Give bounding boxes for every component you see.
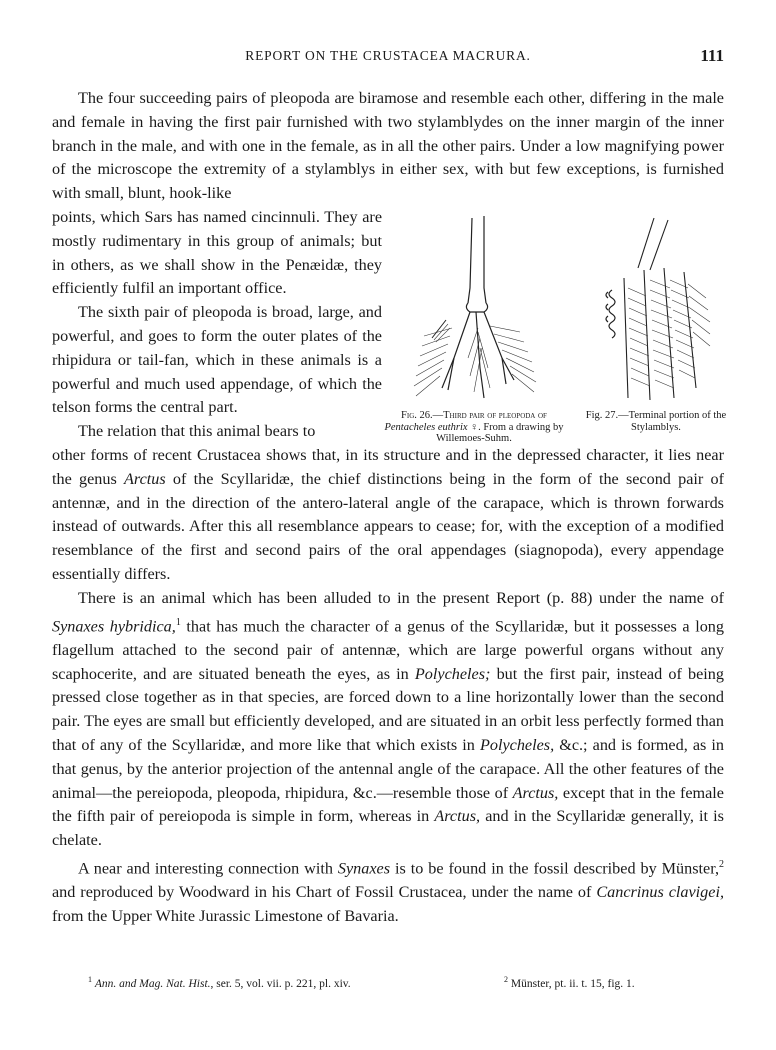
stylamblys-illustration: [584, 208, 728, 408]
figure-27: [584, 208, 728, 433]
narrow-column: [52, 206, 382, 444]
caption-text: ♀. From a drawing by Willemoes-Suhm.: [436, 421, 564, 444]
footnote-text: Münster, pt. ii. t. 15, fig. 1.: [510, 977, 635, 990]
footnote-ref: 2: [719, 858, 724, 870]
footnote-mark: 1: [88, 975, 92, 984]
caption-species: Pentacheles euthrix: [384, 421, 468, 433]
footnote-2: [504, 975, 635, 990]
pleopod-illustration: [384, 208, 564, 408]
genus-name: Synaxes: [337, 859, 391, 878]
text-span: is to be found in the fossil described by Münster,: [390, 859, 719, 878]
text-span: &c.; and is formed, as in that genus, by the anterior projection of the antennal angle of the carapace. All the other features of the animal—the pereiopoda, pleopoda, rhipidura, &c.—resemble those of: [52, 735, 725, 802]
text-span: There is an animal which has been alluded to in the present Report (p. 88) under the name of: [78, 588, 724, 607]
paragraph-text: The four succeeding pairs of pleopoda are biramose and resemble each other, differing in the male and female in having the first pair furnished with two stylamblydes on the inner margin of the inner branch in the male, and with one in the female, as in all the other pairs. Under a low magnifying power of the microscope the extremity of a stylamblys in either sex, with but few exceptions, is furnished with small, blunt, hook-like: [52, 89, 724, 203]
page-number: 111: [700, 46, 724, 65]
text-span: and reproduced by Woodward in his Chart of Fossil Crustacea, under the name of: [52, 883, 597, 902]
text-span: of the Scyllaridæ, the chief distinctions being in the form of the second pair of antennæ, and in the direction of the antero-lateral angle of the carapace, which is thrown forwards instead of outwards. After this all resemblance appears to cease; for, with the exception of a modified resemblance of the first and second pairs of the oral appendages (siagnopoda), every appendage essentially differs.: [52, 469, 724, 583]
running-head: REPORT ON THE CRUSTACEA MACRURA.: [245, 48, 531, 63]
paragraph-synaxes: [52, 587, 724, 853]
footnote-mark: 2: [504, 975, 508, 984]
text-span: A near and interesting connection with: [78, 859, 338, 878]
footnote-text: , ser. 5, vol. vii. p. 221, pl. xiv.: [210, 977, 351, 990]
genus-name: Arctus,: [512, 783, 559, 802]
caption-text: Fig. 26.—Third pair of pleopoda of: [401, 410, 547, 421]
paragraph-relation-start: [52, 420, 382, 444]
figure-group: [384, 208, 727, 470]
species-name: Cancrinus clavigei,: [596, 883, 724, 902]
figure-26: [384, 208, 564, 445]
genus-name: Polycheles,: [479, 735, 555, 754]
species-name: Synaxes hybridica,: [52, 616, 176, 635]
footnote-ref: 1: [175, 616, 181, 628]
figure-27-caption: Fig. 27.—Terminal portion of the Stylamblys.: [585, 410, 727, 433]
paragraph-sixth-pleopoda: The sixth pair of pleopoda is broad, large, and powerful, and goes to form the outer plates of the rhipidura or tail-fan, which in these animals is a powerful and much used appendage, of which the telson forms the central part.: [52, 303, 382, 417]
paragraph-cincinnuli: points, which Sars has named cincinnuli. They are mostly rudimentary in this group of animals; but in others, as we shall show in the Penæidæ, they efficiently fulfil an important office.: [52, 207, 382, 298]
footnote-1: [88, 975, 351, 990]
genus-name: Arctus,: [434, 807, 481, 826]
text-span: but the first pair, instead of being pressed close together as in that species, are forced down to a line horizontally lower than the second pair. The eyes are small but efficiently developed, and are situated in an orbit less perfectly formed than that of any of the Scyllaridæ, and more like that which exists in: [52, 664, 724, 754]
paragraph-pleopoda: [52, 87, 724, 206]
text-span: and in the Scyllaridæ generally, it is chelate.: [52, 807, 724, 850]
page-header: [52, 46, 724, 68]
text-span: from the Upper White Jurassic Limestone of Bavaria.: [52, 906, 399, 925]
paragraph-text: The relation that this animal bears to: [78, 422, 316, 441]
paragraph-fossil: [52, 853, 724, 929]
genus-name: Arctus: [124, 469, 166, 488]
genus-name: Polycheles;: [414, 664, 491, 683]
text-span: except that in the female the fifth pair of pereiopoda is simple in form, whereas in: [52, 783, 724, 826]
text-span: other forms of recent Crustacea shows that, in its structure and in the depressed character, it lies near the genus: [52, 445, 724, 488]
text-span: that has much the character of a genus of the Scyllaridæ, but it possesses a long flagellum attached to the second pair of antennæ, which are large powerful organs without any scaphocerite, and are situated beneath the eyes, as in: [52, 616, 724, 683]
figure-26-caption: [384, 410, 564, 445]
footnote-journal: Ann. and Mag. Nat. Hist.: [94, 977, 211, 990]
